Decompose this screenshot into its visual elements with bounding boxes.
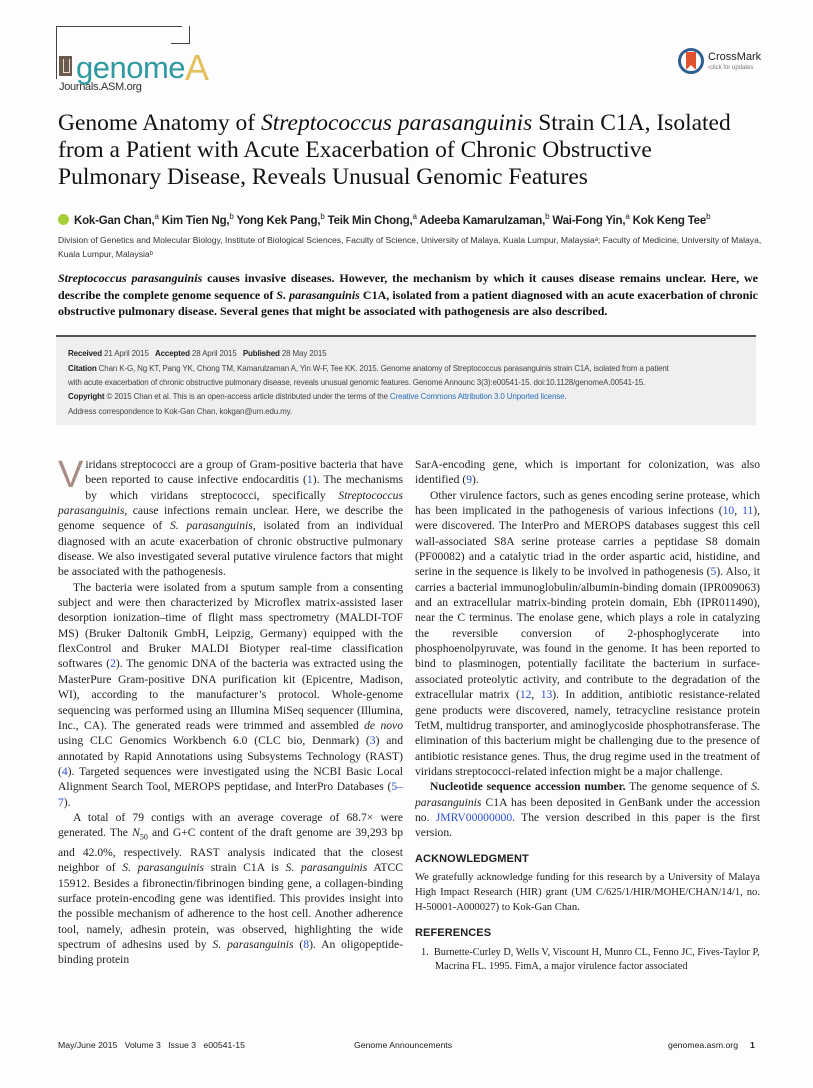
footer-journal: Genome Announcements: [354, 1040, 453, 1050]
author[interactable]: Kok Keng Tee$^b$: [632, 212, 711, 227]
logo-wordmark: genomeA: [76, 47, 209, 88]
footer-issue-info: May/June 2015 Volume 3 Issue 3 e00541-15: [58, 1040, 245, 1050]
accession-heading: Nucleotide sequence accession number.: [430, 780, 626, 794]
citation-link[interactable]: 9: [466, 473, 472, 487]
accession-paragraph: Nucleotide sequence accession number. The genome sequence of S. parasanguinis C1A has been deposited in GenBank under the accession no. JMRV00000000. The version described in this paper is the first version.: [415, 780, 760, 840]
body-column-left: [58, 454, 404, 968]
dates-line: Received 21 April 2015 Accepted 28 April 2015 Published 28 May 2015: [68, 349, 327, 358]
paragraph: A total of 79 contigs with an average coverage of 68.7× were generated. The $N_{50}$ and G+C content of the draft genome are 39,293 bp and 42.0%, respectively. RAST analysis indicated that the closest neighbor of S. parasanguinis strain C1A is S. parasanguinis ATCC 15912. Besides a fibronectin/fibrinogen binding gene, a collagen-binding surface protein-encoding gene was identified. This provides insight into the possible mechanism of adherence to the host cell. Another adherence tool, namely, adhesin protein, was observed, highlighting the wide spectrum of adhesins used by S. parasanguinis (8). An oligopeptide-binding protein: [58, 810, 404, 967]
author-list: [58, 212, 768, 227]
correspondence-line: Address correspondence to Kok-Gan Chan, kokgan@um.edu.my.: [68, 407, 292, 416]
author[interactable]: Yong Kek Pang,$^b$: [236, 212, 325, 227]
references-heading: REFERENCES: [415, 927, 492, 940]
paragraph-continued: SarA-encoding gene, which is important for colonization, was also identified (9).: [415, 458, 760, 487]
footer-site-link[interactable]: genomea.asm.org: [668, 1040, 739, 1050]
page-number: 1: [750, 1040, 755, 1050]
license-link[interactable]: Creative Commons Attribution 3.0 Unported license: [389, 392, 565, 401]
author[interactable]: Adeeba Kamarulzaman,$^b$: [419, 212, 550, 227]
reference-item: 1. Burnette-Curley D, Wells V, Viscount H, Munro CL, Fenno JC, Fives-Taylor P, Macrina FL. 1995. FimA, a major virulence factor associated: [421, 946, 760, 973]
paragraph: Other virulence factors, such as genes encoding serine protease, which has been implicated in the pathogenesis of various infections (10, 11), were discovered. The InterPro and MEROPS databases suggest this cell wall-associated S8A serine protease carries a peptidase S8 domain (PF00082) and a catalytic triad in the order aspartic acid, histidine, and serine in the sequence is likely to be involved in pathogenesis (5). Also, it carries a bacterial immunoglobulin/albumin-binding domain (IPR009063) and an extracellular matrix-binding protein domain, Ebh (IPR011490), near the C terminus. The enolase gene, which plays a role in catalyzing the reversible conversion of 2-phosphoglycerate into phosphoenolpyruvate, was found in the genome. It has been reported to bind to plasminogen, potentially facilitate the bacterium in surface-associated proteolytic activity, and contribute to the degradation of the extracellular matrix (12, 13). In addition, antibiotic resistance-related gene products were discovered, namely, tetracycline resistance protein TetM, multidrug transporter, and aminoglycoside phosphotransferase. The elimination of this bacterium might be challenging due to the presence of antibiotic resistance genes. Thus, the drug regime used in the treatment of viridans streptococci-related infection might be a major challenge.: [415, 488, 761, 778]
paragraph: Viridans streptococci are a group of Gram-positive bacteria that have been reported to cause infective endocarditis (1). The mechanisms by which viridans streptococci, specifically Streptococcus parasanguinis, cause infections remain unclear. Here, we describe the genome sequence of S. parasanguinis, isolated from an individual diagnosed with an acute exacerbation of chronic obstructive pulmonary disease. We also investigated several putative virulence factors that might be associated with the pathogenesis.: [58, 454, 404, 579]
author[interactable]: Kok-Gan Chan,$^a$: [74, 212, 159, 227]
citation-link[interactable]: 13: [540, 688, 553, 702]
acknowledgment-heading: ACKNOWLEDGMENT: [415, 852, 529, 865]
article-info-box: [56, 335, 756, 425]
citation-link[interactable]: 10: [722, 504, 735, 518]
asm-emblem-icon: [59, 56, 72, 76]
drop-cap: V: [58, 454, 84, 496]
abstract: Streptococcus parasanguinis causes invasive diseases. However, the mechanism by which it causes disease remains unclear. Here, we describe the complete genome sequence of S. parasanguinis C1A, isolated from a patient diagnosed with an acute exacerbation of chronic obstructive pulmonary disease. Several genes that might be associated with pathogenesis are also described.: [58, 271, 758, 318]
citation-link[interactable]: 8: [303, 937, 310, 951]
crossmark-ribbon-icon: [686, 52, 696, 69]
acknowledgment-text: We gratefully acknowledge funding for this research by a University of Malaya High Impact Research (HIR) grant (UM C/625/1/HIR/MOHE/CHAN/14/1, no. H-50001-A000027) to Kok-Gan Chan.: [415, 871, 760, 913]
orcid-icon[interactable]: [58, 214, 69, 225]
genbank-accession-link[interactable]: JMRV00000000: [435, 810, 513, 824]
author[interactable]: Kim Tien Ng,$^b$: [161, 212, 234, 227]
citation-link[interactable]: 4: [61, 764, 68, 778]
citation-link[interactable]: 1: [306, 473, 313, 487]
citation-link[interactable]: 3: [369, 734, 376, 748]
journal-logo[interactable]: [56, 26, 216, 98]
citation-link[interactable]: 5: [710, 565, 717, 579]
affiliations: Division of Genetics and Molecular Biology, Institute of Biological Sciences, Faculty of Science, University of Malaya, Kuala Lumpur, Malaysiaᵃ; Faculty of Medicine, University of Malaya, Kuala Lumpur, Malaysiaᵇ: [58, 235, 762, 259]
citation-link[interactable]: 11: [742, 504, 754, 518]
logo-page-fold: [171, 26, 190, 44]
citation-link[interactable]: 5–7: [58, 780, 403, 809]
citation-link[interactable]: 12: [519, 688, 532, 702]
crossmark-subtitle: ‹ click for updates: [708, 65, 753, 71]
citation-link[interactable]: 2: [110, 657, 116, 671]
logo-subtitle: Journals.ASM.org: [59, 81, 142, 93]
paragraph: The bacteria were isolated from a sputum sample from a consenting subject and were then characterized by Microflex matrix-assisted laser desorption ionization–time of flight mass spectrometry (MALDI-TOF MS) (Bruker Daltonik GmbH, Leipzig, Germany) equipped with the flexControl and Bruker MALDI Biotyper real-time classification softwares (2). The genomic DNA of the bacteria was extracted using the MasterPure Gram-positive DNA purification kit (Epicentre, Madison, WI), according to the manufacturer’s protocol. Whole-genome sequencing was performed using an Illumina MiSeq sequencer (Illumina, Inc., CA). The generated reads were trimmed and assembled de novo using CLC Genomics Workbench 6.0 (CLC bio, Denmark) (3) and annotated by Rapid Annotations using Subsystems Technology (RAST) (4). Targeted sequences were investigated using the NCBI Basic Local Alignment Search Tool, MEROPS peptidase, and InterPro Databases (5–7).: [58, 580, 403, 809]
citation-line-1: Citation Chan K-G, Ng KT, Pang YK, Chong TM, Kamarulzaman A, Yin W-F, Tee KK. 2015. Genome anatomy of Streptococcus parasanguinis strain C1A, isolated from a patient: [68, 364, 669, 373]
article-title: Genome Anatomy of Streptococcus parasanguinis Strain C1A, Isolated from a Patient with Acute Exacerbation of Chronic Obstructive Pulmonary Disease, Reveals Unusual Genomic Features: [58, 110, 731, 190]
citation-line-2: with acute exacerbation of chronic obstructive pulmonary disease, reveals unusual genomic features. Genome Announc 3(3):e00541-15. doi:10.1128/genomeA.00541-15.: [68, 378, 646, 387]
author[interactable]: Teik Min Chong,$^a$: [327, 212, 417, 227]
crossmark-title: CrossMark: [708, 51, 762, 63]
author[interactable]: Wai-Fong Yin,$^a$: [552, 212, 630, 227]
body-column-right: [415, 457, 760, 975]
copyright-line: Copyright © 2015 Chan et al. This is an open-access article distributed under the terms of the Creative Commons Attribution 3.0 Unported license.: [68, 392, 567, 401]
crossmark-button[interactable]: [678, 48, 768, 78]
